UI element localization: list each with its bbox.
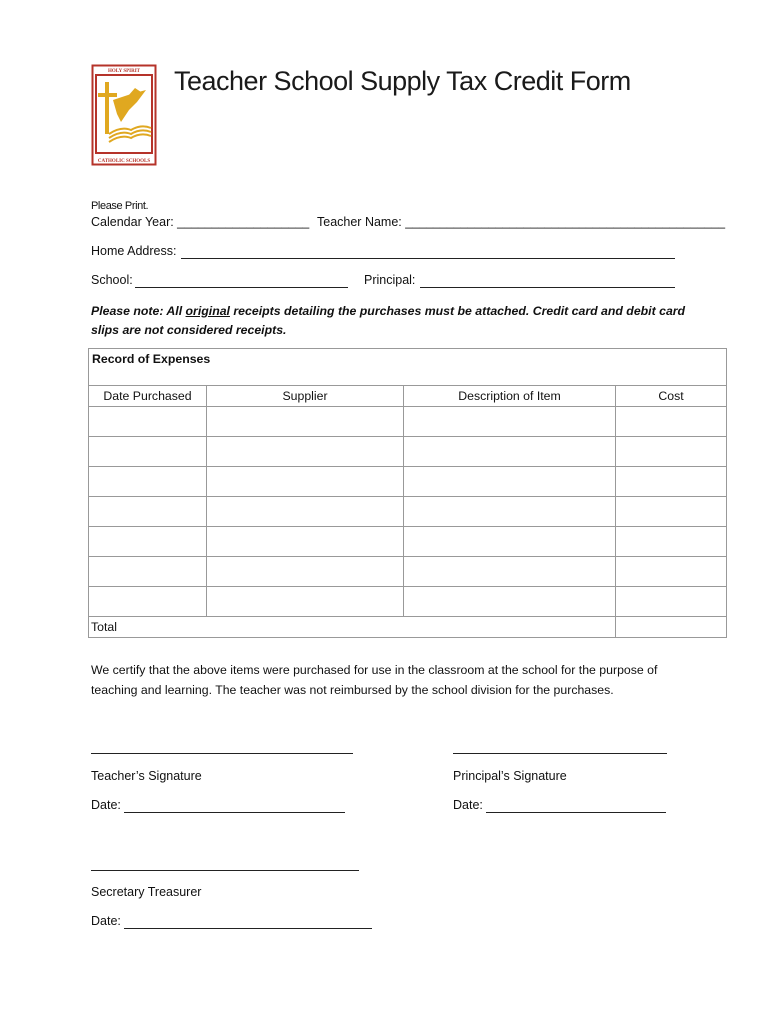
table-cell[interactable] [616,467,727,497]
record-of-expenses-heading: Record of Expenses [89,349,727,386]
secretary-date-line[interactable] [124,928,372,929]
col-date-purchased: Date Purchased [89,386,207,407]
table-cell[interactable] [89,437,207,467]
table-cell[interactable] [207,407,404,437]
principal-date-label: Date: [453,798,483,812]
total-label: Total [89,617,616,638]
total-cost-cell[interactable] [616,617,727,638]
principal-signature-line[interactable] [453,753,667,754]
secretary-treasurer-label: Secretary Treasurer [91,885,202,899]
table-row [89,497,727,527]
secretary-signature-line[interactable] [91,870,359,871]
col-cost: Cost [616,386,727,407]
calendar-year-field[interactable]: Calendar Year: ___________________ [91,215,310,229]
table-cell[interactable] [616,557,727,587]
table-row [89,557,727,587]
table-cell[interactable] [207,467,404,497]
principal-date-line[interactable] [486,812,666,813]
table-row [89,437,727,467]
school-label: School: [91,273,133,287]
teacher-signature-line[interactable] [91,753,353,754]
certification-statement: We certify that the above items were purchased for use in the classroom at the school for the purpose of teaching and learning. The teacher was not reimbursed by the school division for the purchases. [91,663,658,697]
teacher-signature-label: Teacher’s Signature [91,769,202,783]
receipt-note: Please note: All original receipts detailing the purchases must be attached. Credit card and debit card slips are not considered receipts. [91,304,686,337]
table-cell[interactable] [616,437,727,467]
table-row [89,467,727,497]
table-cell[interactable] [404,557,616,587]
table-cell[interactable] [89,407,207,437]
table-cell[interactable] [207,437,404,467]
table-cell[interactable] [207,497,404,527]
table-cell[interactable] [207,527,404,557]
table-cell[interactable] [207,587,404,617]
col-description: Description of Item [404,386,616,407]
table-cell[interactable] [404,407,616,437]
principal-line[interactable] [420,287,675,288]
teacher-date-line[interactable] [124,812,345,813]
expenses-table [88,348,727,638]
table-cell[interactable] [404,527,616,557]
form-title: Teacher School Supply Tax Credit Form [174,66,631,96]
logo-top-text: HOLY SPIRIT [107,69,141,74]
table-cell[interactable] [616,587,727,617]
table-cell[interactable] [616,407,727,437]
principal-signature-label: Principal’s Signature [453,769,567,783]
please-print-label: Please Print. [91,200,149,212]
table-cell[interactable] [404,497,616,527]
table-cell[interactable] [404,467,616,497]
table-cell[interactable] [616,497,727,527]
table-row [89,527,727,557]
table-cell[interactable] [404,587,616,617]
table-cell[interactable] [89,587,207,617]
table-cell[interactable] [207,557,404,587]
secretary-date-label: Date: [91,914,121,928]
table-cell[interactable] [616,527,727,557]
table-cell[interactable] [89,467,207,497]
holy-spirit-logo [91,64,157,166]
logo-bottom-text: CATHOLIC SCHOOLS [97,159,151,164]
school-line[interactable] [135,287,348,288]
table-row [89,407,727,437]
home-address-line[interactable] [181,258,675,259]
principal-label: Principal: [364,273,416,287]
teacher-name-field[interactable]: Teacher Name: ______________________________________________ [317,215,726,229]
table-cell[interactable] [89,527,207,557]
teacher-date-label: Date: [91,798,121,812]
original-emphasis: original [185,304,230,318]
home-address-label: Home Address: [91,244,177,258]
table-cell[interactable] [404,437,616,467]
table-cell[interactable] [89,497,207,527]
table-cell[interactable] [89,557,207,587]
col-supplier: Supplier [207,386,404,407]
table-row [89,587,727,617]
